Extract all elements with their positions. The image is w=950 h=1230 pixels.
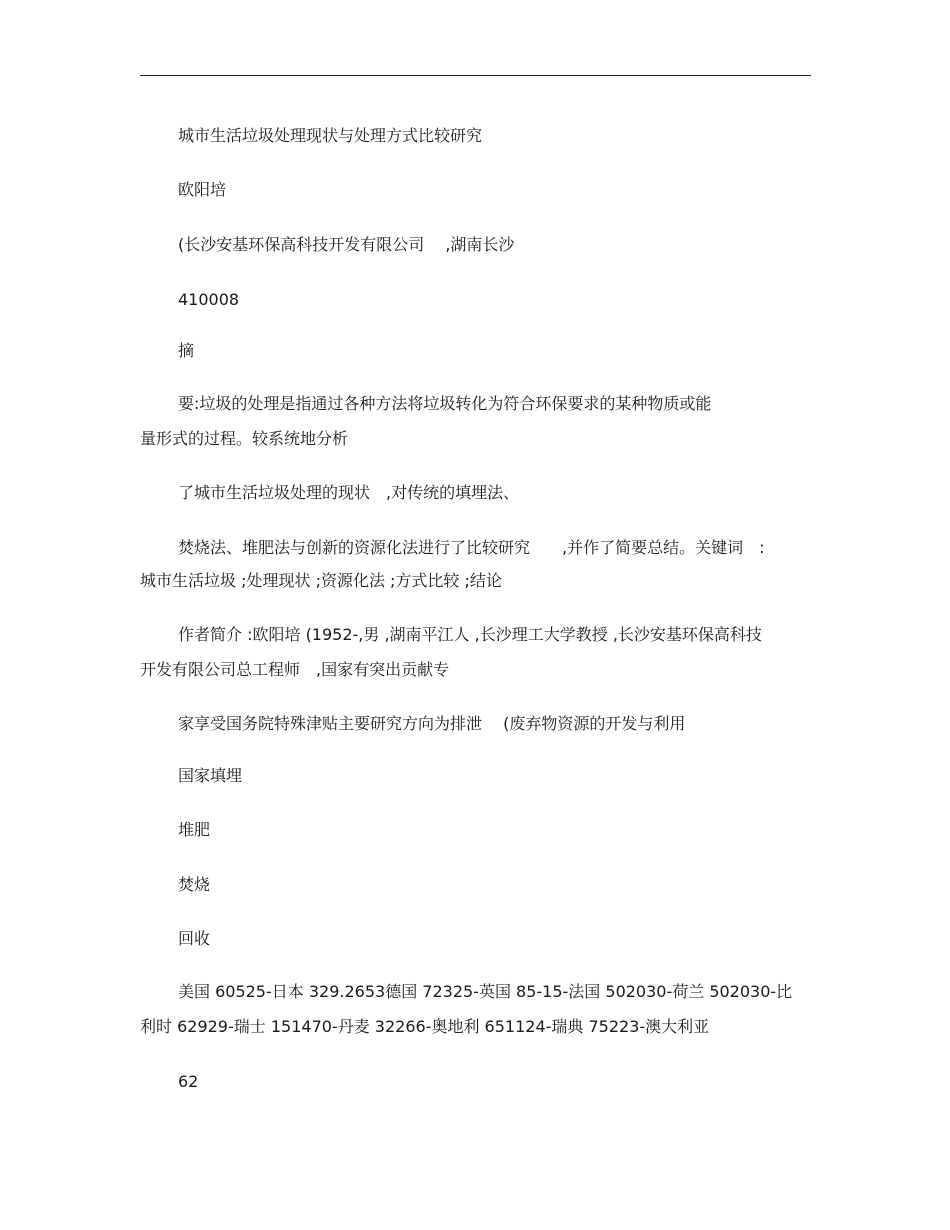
bio-line: 开发有限公司总工程师 ,国家有突出贡献专: [140, 660, 450, 679]
table-header-recycling: 回收: [178, 929, 211, 948]
abstract-line: 焚烧法、堆肥法与创新的资源化法进行了比较研究 ,并作了简要总结。关键词 :: [178, 538, 765, 557]
postal-code: 410008: [178, 290, 240, 309]
country-data-line: 美国 60525-日本 329.2653德国 72325-英国 85-15-法国 502030-荷兰 502030-比: [178, 982, 793, 1001]
keywords-line: 城市生活垃圾 ;处理现状 ;资源化法 ;方式比较 ;结论: [140, 571, 502, 590]
bio-line: 作者简介 :欧阳培 (1952-,男 ,湖南平江人 ,长沙理工大学教授 ,长沙安基环保高科技: [178, 625, 762, 644]
abstract-line: 量形式的过程。较系统地分析: [140, 429, 349, 448]
bio-line: 家享受国务院特殊津贴主要研究方向为排泄 (废弃物资源的开发与利用: [178, 714, 686, 733]
table-header-landfill: 国家填埋: [178, 766, 243, 785]
country-data-line: 利时 62929-瑞士 151470-丹麦 32266-奥地利 651124-瑞典 75223-澳大利亚: [140, 1017, 710, 1036]
abstract-heading: 摘: [178, 341, 195, 360]
abstract-line: 要:垃圾的处理是指通过各种方法将垃圾转化为符合环保要求的某种物质或能: [178, 394, 712, 413]
header-rule: [140, 75, 811, 76]
table-header-incineration: 焚烧: [178, 875, 211, 894]
author-affiliation: (长沙安基环保高科技开发有限公司 ,湖南长沙: [178, 235, 515, 254]
author-name: 欧阳培: [178, 180, 227, 199]
table-header-compost: 堆肥: [178, 820, 211, 839]
abstract-line: 了城市生活垃圾处理的现状 ,对传统的填埋法、: [178, 483, 520, 502]
country-data-line: 62: [178, 1072, 199, 1091]
paper-title: 城市生活垃圾处理现状与处理方式比较研究: [178, 126, 483, 145]
